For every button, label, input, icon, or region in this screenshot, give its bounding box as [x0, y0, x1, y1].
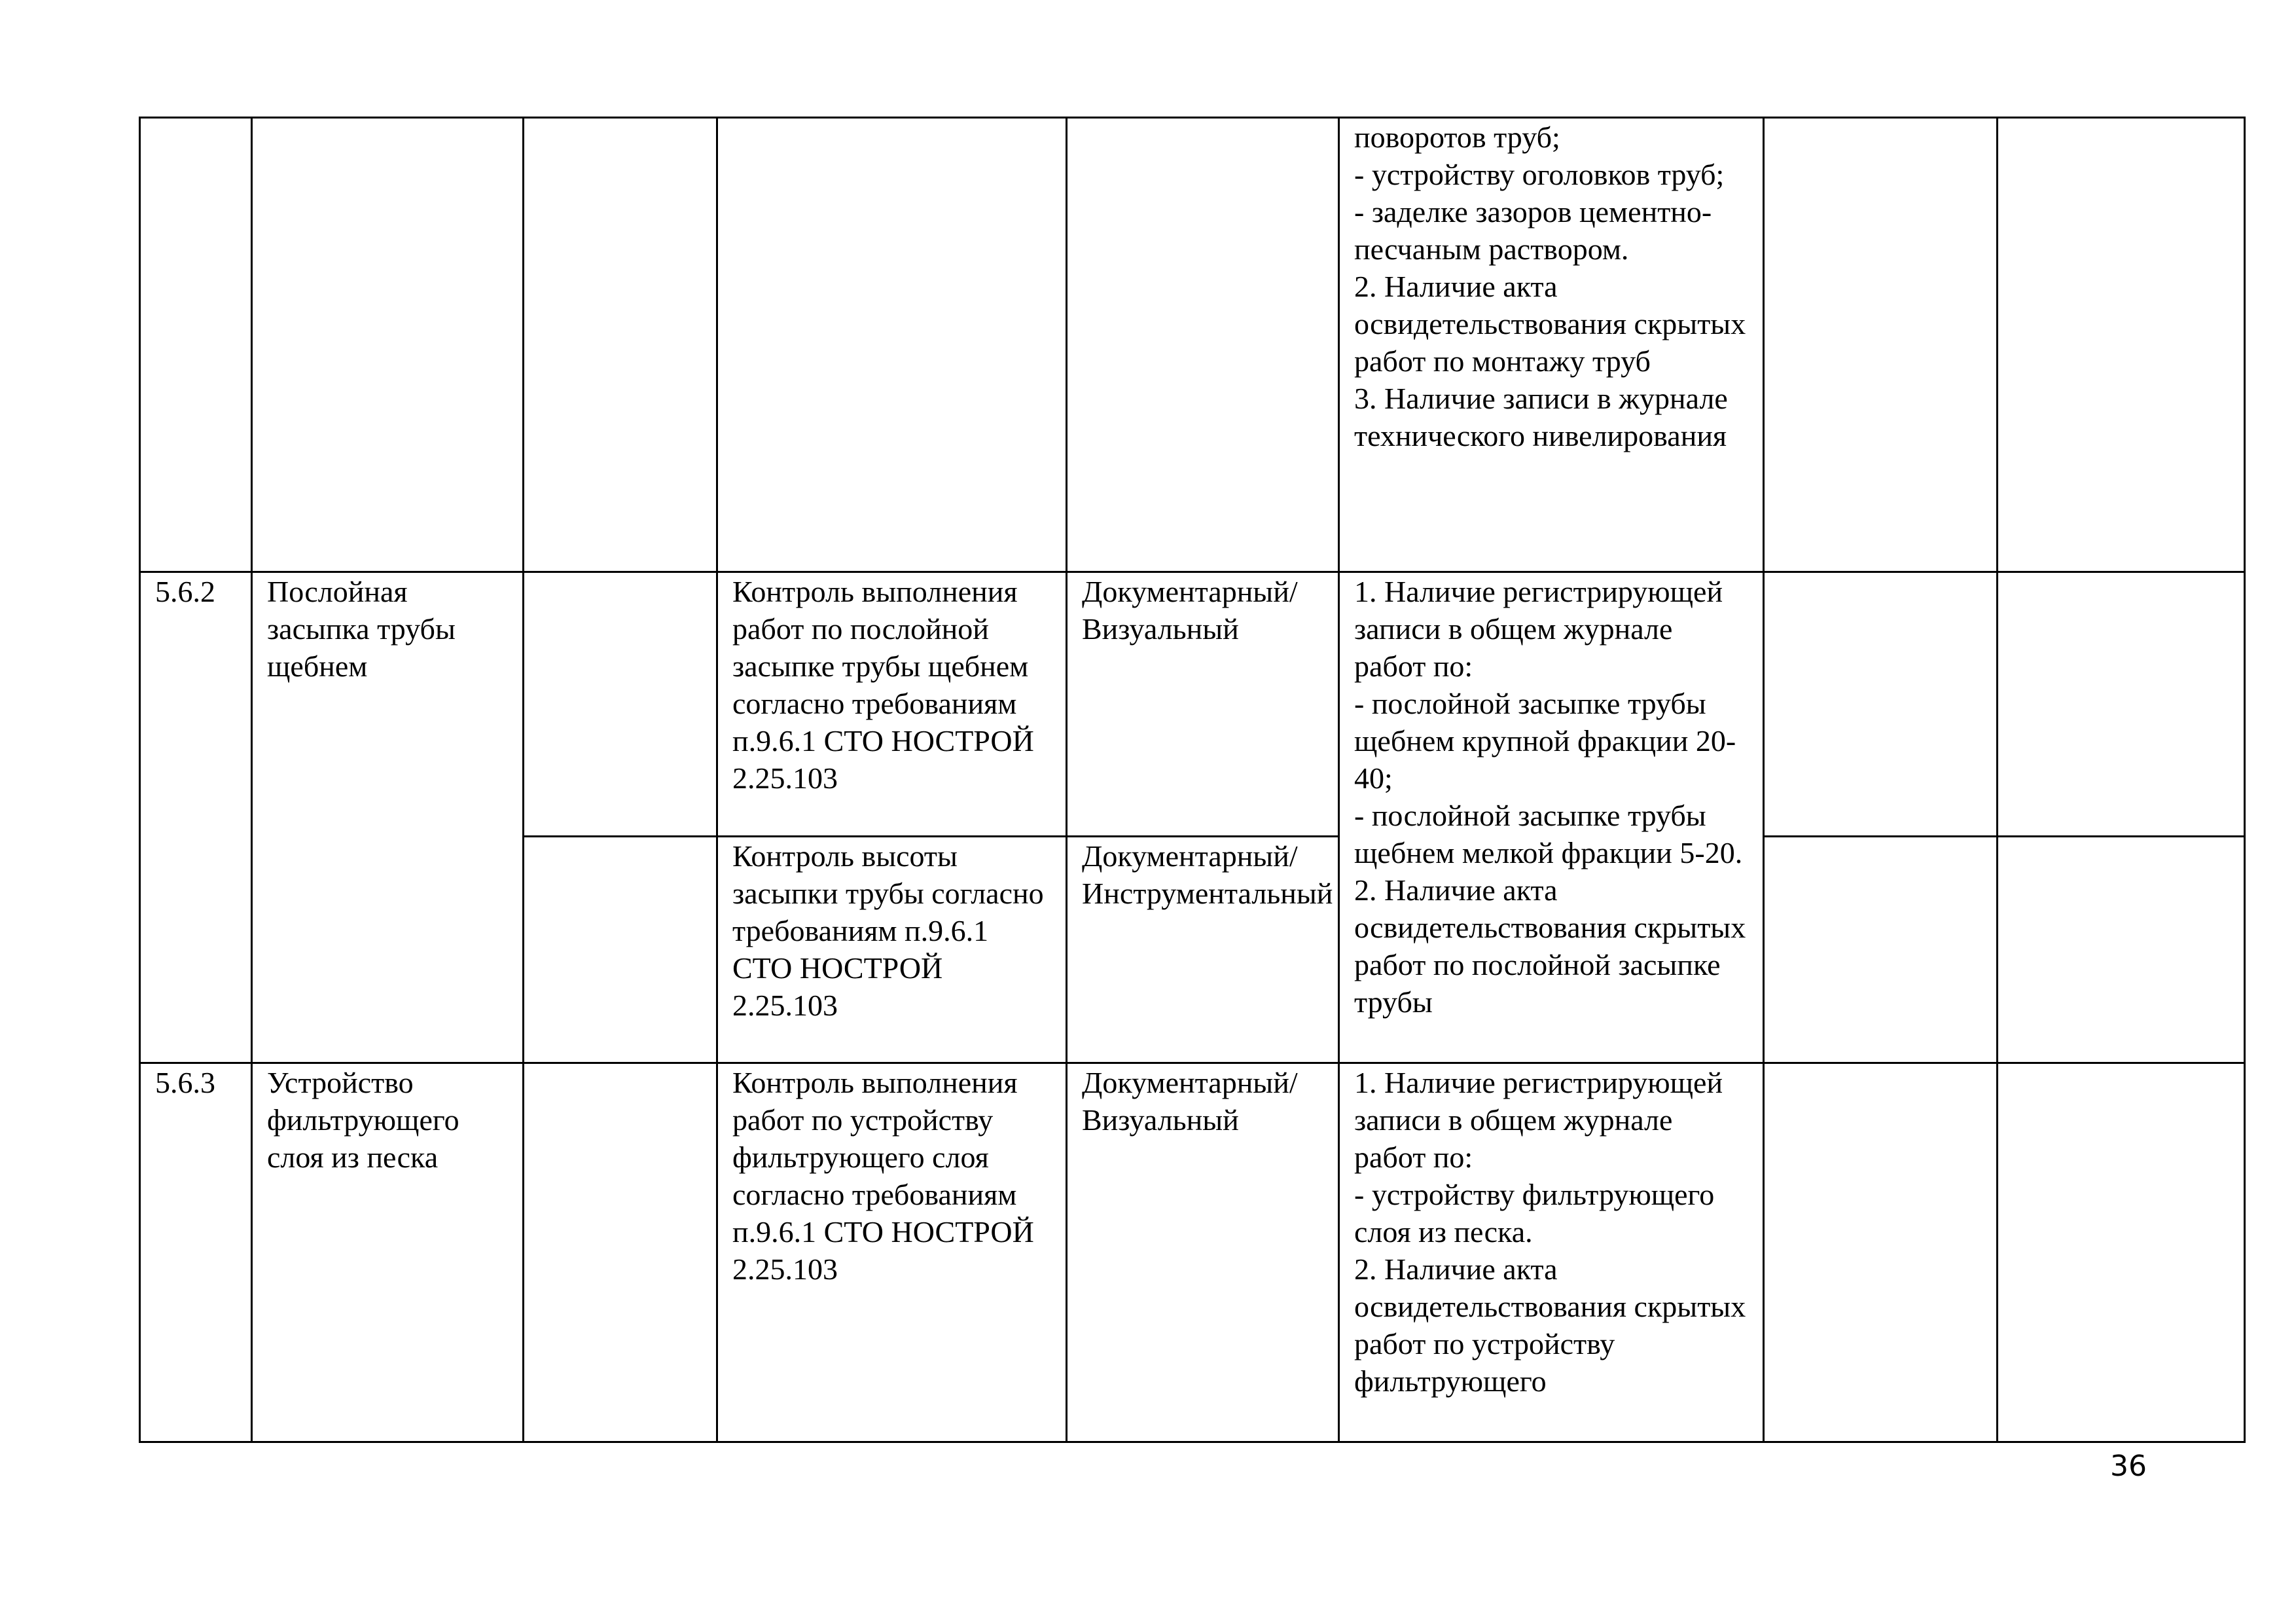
page-number: 36 — [2110, 1450, 2147, 1483]
cell-control-method — [1067, 118, 1339, 572]
cell-empty — [1998, 118, 2245, 572]
cell-empty — [1764, 118, 1998, 572]
cell-control-description: Контроль высоты засыпки трубы согласно требованиям п.9.6.1 СТО НОСТРОЙ 2.25.103 — [717, 837, 1067, 1063]
cell-empty — [1998, 1063, 2245, 1442]
cell-control-description — [717, 118, 1067, 572]
cell-requirements: 1. Наличие регистрирующей записи в общем журнале работ по: - устройству фильтрующего слоя из песка. 2. Наличие акта освидетельствования скрытых работ по устройству фильтрующего — [1339, 1063, 1764, 1442]
table-row — [140, 572, 2245, 837]
cell-empty — [1764, 1063, 1998, 1442]
cell-control-description: Контроль выполнения работ по послойной засыпке трубы щебнем согласно требованиям п.9.6.1 СТО НОСТРОЙ 2.25.103 — [717, 572, 1067, 837]
cell-requirements: поворотов труб; - устройству оголовков труб; - заделке зазоров цементно-песчаным раствором. 2. Наличие акта освидетельствования скрытых работ по монтажу труб 3. Наличие записи в журнале технического нивелирования — [1339, 118, 1764, 572]
cell-control-method: Документарный/ Визуальный — [1067, 1063, 1339, 1442]
cell-empty — [1764, 572, 1998, 837]
cell-empty — [1998, 572, 2245, 837]
cell-control-description: Контроль выполнения работ по устройству фильтрующего слоя согласно требованиям п.9.6.1 СТО НОСТРОЙ 2.25.103 — [717, 1063, 1067, 1442]
cell-requirements: 1. Наличие регистрирующей записи в общем журнале работ по: - послойной засыпке трубы щебнем крупной фракции 20-40; - послойной засыпке трубы щебнем мелкой фракции 5-20. 2. Наличие акта освидетельствования скрытых работ по послойной засыпке трубы — [1339, 572, 1764, 1063]
cell-work-name — [252, 118, 524, 572]
cell-empty — [1764, 837, 1998, 1063]
cell-number: 5.6.2 — [140, 572, 252, 1063]
cell-number: 5.6.3 — [140, 1063, 252, 1442]
cell-work-name: Послойная засыпка трубы щебнем — [252, 572, 524, 1063]
table-row — [140, 118, 2245, 572]
cell-empty — [524, 1063, 717, 1442]
inspection-table — [139, 117, 2246, 1443]
cell-control-method: Документарный/ Инструментальный — [1067, 837, 1339, 1063]
cell-empty — [524, 118, 717, 572]
table-row — [140, 1063, 2245, 1442]
cell-empty — [524, 572, 717, 837]
cell-number — [140, 118, 252, 572]
cell-work-name: Устройство фильтрующего слоя из песка — [252, 1063, 524, 1442]
cell-control-method: Документарный/ Визуальный — [1067, 572, 1339, 837]
cell-empty — [524, 837, 717, 1063]
cell-empty — [1998, 837, 2245, 1063]
